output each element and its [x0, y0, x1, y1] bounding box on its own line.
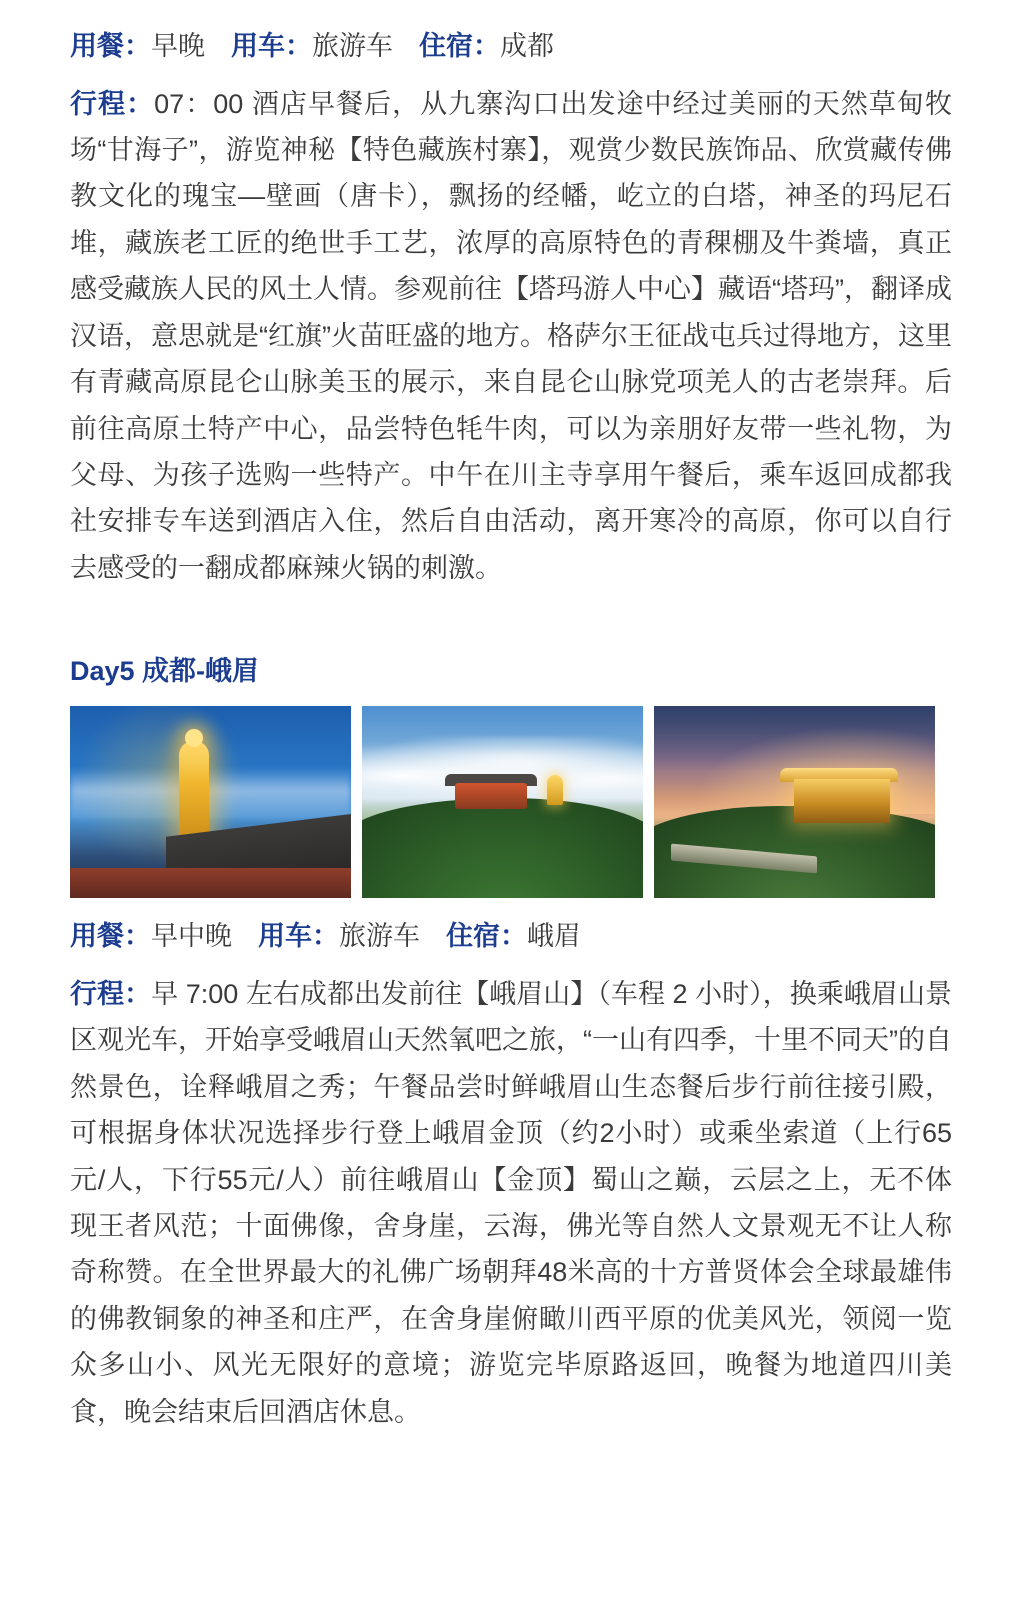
day4-meals-value: 早晚 [151, 31, 205, 61]
day5-itinerary-paragraph [70, 971, 952, 1435]
day4-lodging-value: 成都 [500, 31, 554, 61]
day4-meta-line [70, 26, 952, 67]
day5-meta-line [70, 916, 952, 957]
golden-statue-head [185, 729, 203, 747]
day5-itinerary-text: 早 7:00 左右成都出发前往【峨眉山】（车程 2 小时），换乘峨眉山景区观光车，开始享受峨眉山天然氧吧之旅，“一山有四季，十里不同天”的自然景色，诠释峨眉之秀；午餐品尝时鲜峨眉山生态餐后步行前往接引殿，可根据身体状况选择步行登上峨眉金顶（约2小时）或乘坐索道（上行65元/人，下行55元/人）前往峨眉山【金顶】蜀山之巅，云层之上，无不体现王者风范；十面佛像，舍身崖，云海，佛光等自然人文景观无不让人称奇称赞。在全世界最大的礼佛广场朝拜48米高的十方普贤体会全球最雄伟的佛教铜象的神圣和庄严，在舍身崖俯瞰川西平原的优美风光，领阅一览众多山小、风光无限好的意境；游览完毕原路返回，晚餐为地道四川美食，晚会结束后回酒店休息。 [70, 978, 953, 1427]
day4-itinerary-paragraph [70, 81, 952, 592]
day5-photo-gallery [70, 706, 952, 898]
photo-emei-golden-summit-sunset [654, 706, 935, 898]
temple-body [455, 783, 527, 809]
day4-transport-label: 用车： [231, 31, 312, 61]
temple-base [70, 868, 351, 899]
day5-section-title: Day5 成都-峨眉 [70, 656, 260, 687]
day5-transport-label: 用车： [258, 921, 339, 952]
golden-temple-body [794, 779, 890, 823]
day5-itinerary-label: 行程： [70, 978, 152, 1009]
day4-meals-label: 用餐： [70, 31, 151, 61]
day5-meals-value: 早中晚 [151, 921, 232, 952]
day5-transport-value: 旅游车 [339, 921, 420, 952]
photo-emei-golden-buddha [70, 706, 351, 898]
mountain-ridge [362, 798, 643, 898]
day4-lodging-label: 住宿： [419, 31, 500, 61]
day4-itinerary-label: 行程： [70, 88, 155, 119]
cloud-band [70, 768, 351, 818]
day4-transport-value: 旅游车 [312, 31, 393, 61]
day5-meals-label: 用餐： [70, 921, 151, 952]
day4-itinerary-text: 07：00 酒店早餐后，从九寨沟口出发途中经过美丽的天然草甸牧场“甘海子”，游览神秘【特色藏族村寨】，观赏少数民族饰品、欣赏藏传佛教文化的瑰宝—壁画（唐卡），飘扬的经幡，屹立的白塔，神圣的玛尼石堆，藏族老工匠的绝世手工艺，浓厚的高原特色的青稞棚及牛粪墙，真正感受藏族人民的风土人情。参观前往【塔玛游人中心】藏语“塔玛”，翻译成汉语，意思就是“红旗”火苗旺盛的地方。格萨尔王征战屯兵过得地方，这里有青藏高原昆仑山脉美玉的展示，来自昆仑山脉党项羌人的古老崇拜。后前往高原土特产中心，品尝特色牦牛肉，可以为亲朋好友带一些礼物，为父母、为孩子选购一些特产。中午在川主寺享用午餐后，乘车返回成都我社安排专车送到酒店入住，然后自由活动，离开寒冷的高原，你可以自行去感受的一翻成都麻辣火锅的刺激。 [70, 88, 953, 583]
golden-pagoda [547, 775, 563, 805]
day5-lodging-label: 住宿： [446, 921, 527, 952]
day5-lodging-value: 峨眉 [527, 921, 581, 952]
golden-statue-body [179, 741, 209, 845]
photo-emei-summit-temple [362, 706, 643, 898]
